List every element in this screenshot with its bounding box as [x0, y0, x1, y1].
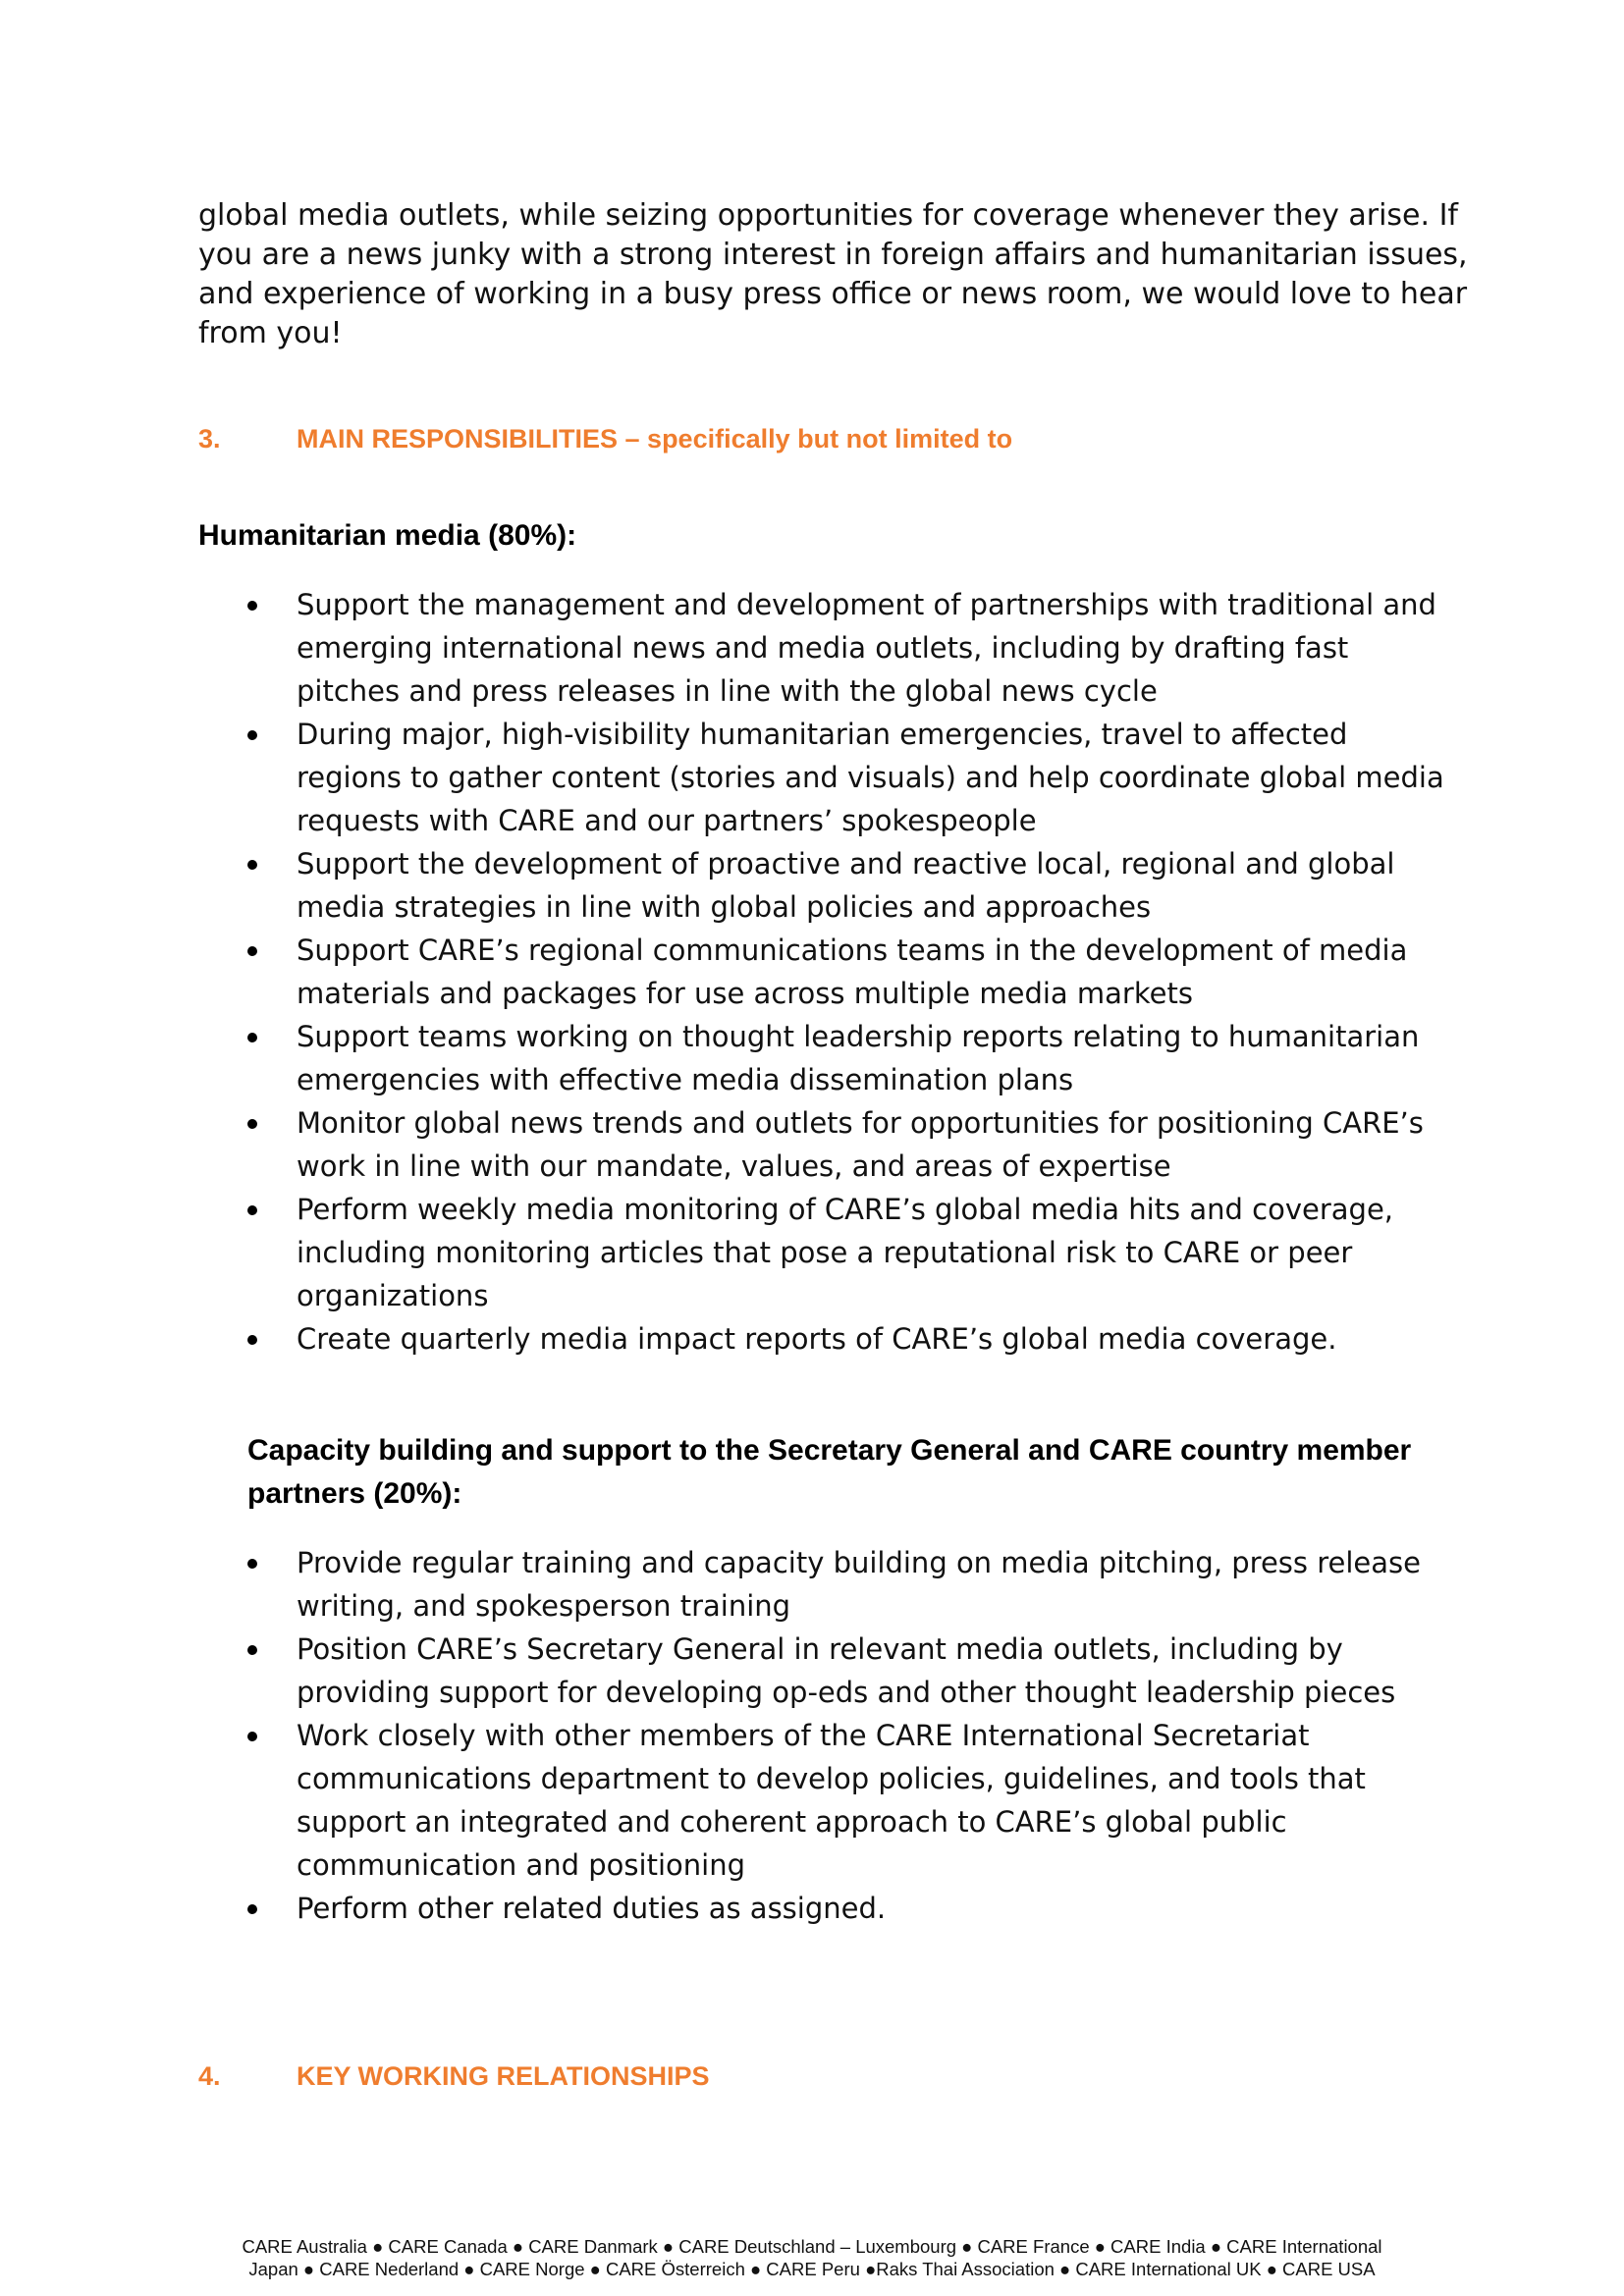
section-3-heading — [198, 424, 1012, 454]
list-item — [247, 1188, 1455, 1317]
section-3-number: 3. — [198, 424, 221, 454]
list-item-text: Position CARE’s Secretary General in relevant media outlets, including by providing support for developing op-eds and other thought leadership pieces — [297, 1632, 1396, 1709]
list-item-text: Perform weekly media monitoring of CARE’s global media hits and coverage, including monitoring articles that pose a reputational risk to CARE or peer organizations — [297, 1193, 1394, 1312]
bullet-icon — [247, 1559, 257, 1569]
list-item — [247, 713, 1455, 842]
list-item-text: Support the development of proactive and reactive local, regional and global media strategies in line with global policies and approaches — [297, 847, 1395, 924]
section-4-heading — [198, 2061, 710, 2092]
section-4-title: KEY WORKING RELATIONSHIPS — [297, 2061, 710, 2091]
list-item — [247, 1887, 1455, 1930]
list-item — [247, 1317, 1455, 1361]
bullet-icon — [247, 1645, 257, 1655]
list-item-text: Work closely with other members of the CARE International Secretariat communications department to develop policies, guidelines, and tools that support an integrated and coherent approach to CARE’s global public communication and positioning — [297, 1719, 1366, 1882]
bullet-icon — [247, 1033, 257, 1042]
capacity-building-heading: Capacity building and support to the Secretary General and CARE country member partners (20%): — [247, 1434, 1412, 1510]
list-item-text: Support the management and development of partnerships with traditional and emerging international news and media outlets, including by drafting fast pitches and press releases in line with the global news cycle — [297, 588, 1436, 708]
list-item-text: Create quarterly media impact reports of CARE’s global media coverage. — [297, 1322, 1337, 1356]
list-item — [247, 583, 1455, 713]
section-3-title: MAIN RESPONSIBILITIES – specifically but not limited to — [297, 424, 1013, 454]
humanitarian-media-heading: Humanitarian media (80%): — [198, 519, 577, 552]
list-item-text: During major, high-visibility humanitarian emergencies, travel to affected regions to gather content (stories and visuals) and help coordinate global media requests with CARE and our partners’ spokespeople — [297, 718, 1444, 837]
list-item-text: Provide regular training and capacity building on media pitching, press release writing, and spokesperson training — [297, 1546, 1421, 1623]
list-item-text: Monitor global news trends and outlets for opportunities for positioning CARE’s work in line with our mandate, values, and areas of expertise — [297, 1106, 1424, 1183]
intro-paragraph: global media outlets, while seizing opportunities for coverage whenever they arise. If you are a news junky with a strong interest in foreign affairs and humanitarian issues, and experience of working in a busy press office or news room, we would love to hear from you! — [198, 198, 1468, 350]
list-item — [247, 929, 1455, 1015]
bullet-icon — [247, 1904, 257, 1914]
bullet-icon — [247, 1335, 257, 1345]
page-footer — [147, 2235, 1477, 2280]
bullet-icon — [247, 730, 257, 740]
bullet-icon — [247, 860, 257, 870]
footer-line-1: CARE Australia ● CARE Canada ● CARE Danmark ● CARE Deutschland – Luxembourg ● CARE France ● CARE India ● CARE International — [242, 2236, 1382, 2257]
bullet-icon — [247, 1119, 257, 1129]
bullet-icon — [247, 946, 257, 956]
list-item-text: Support CARE’s regional communications teams in the development of media materials and packages for use across multiple media markets — [297, 934, 1408, 1010]
list-item-text: Support teams working on thought leadership reports relating to humanitarian emergencies with effective media dissemination plans — [297, 1020, 1420, 1096]
capacity-responsibilities-list — [247, 1541, 1455, 1930]
list-item — [247, 1714, 1455, 1887]
list-item — [247, 1628, 1455, 1714]
list-item — [247, 842, 1455, 929]
section-4-number: 4. — [198, 2061, 221, 2091]
bullet-icon — [247, 1205, 257, 1215]
footer-line-2: Japan ● CARE Nederland ● CARE Norge ● CARE Österreich ● CARE Peru ●Raks Thai Association ● CARE International UK ● CARE USA — [248, 2259, 1376, 2279]
list-item — [247, 1541, 1455, 1628]
list-item — [247, 1101, 1455, 1188]
bullet-icon — [247, 601, 257, 611]
humanitarian-responsibilities-list — [247, 583, 1455, 1361]
bullet-icon — [247, 1732, 257, 1741]
list-item-text: Perform other related duties as assigned. — [297, 1892, 887, 1925]
list-item — [247, 1015, 1455, 1101]
